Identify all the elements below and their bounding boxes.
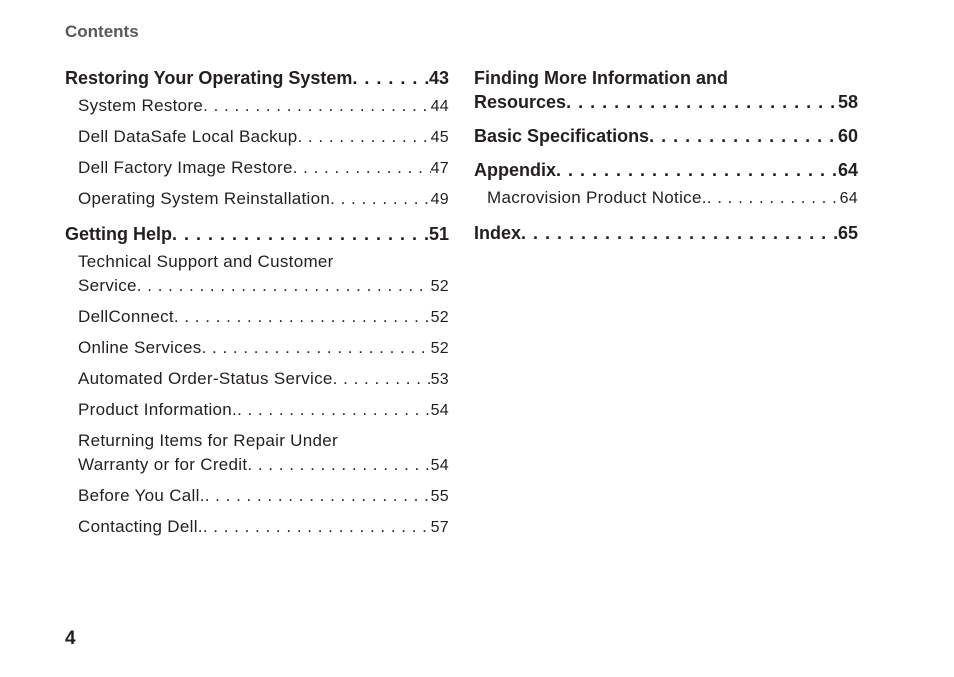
dot-leader [707, 186, 840, 210]
toc-entry-dellconnect[interactable] [65, 305, 449, 330]
toc-entry-title: Before You Call. [78, 486, 205, 505]
dot-leader [293, 156, 431, 180]
toc-entry-page: 65 [837, 223, 858, 243]
toc-entry-title: Product Information. [78, 400, 238, 419]
toc-entry-restoring-os[interactable] [65, 66, 449, 90]
toc-entry-before-you-call[interactable] [65, 484, 449, 509]
toc-entry-system-restore[interactable] [65, 94, 449, 119]
toc-entry-page: 44 [430, 98, 449, 115]
toc-left-column [65, 66, 449, 546]
toc-entry-page: 45 [430, 129, 449, 146]
dot-leader [566, 90, 838, 114]
toc-entry-datasafe-backup[interactable] [65, 125, 449, 150]
dot-leader [649, 124, 838, 148]
dot-leader [137, 274, 431, 298]
toc-entry-page: 55 [430, 488, 449, 505]
toc-entry-page: 58 [837, 92, 858, 112]
toc-entry-finding-more-information[interactable] [474, 66, 858, 114]
toc-entry-getting-help[interactable] [65, 222, 449, 246]
toc-entry-technical-support[interactable] [65, 250, 449, 299]
toc-entry-title-continued: Warranty or for Credit [78, 455, 248, 474]
toc-entry-title: Macrovision Product Notice. [487, 188, 707, 207]
toc-entry-page: 52 [430, 309, 449, 326]
dot-leader [333, 367, 431, 391]
toc-entry-page: 54 [430, 457, 449, 474]
toc-entry-page: 52 [430, 278, 449, 295]
dot-leader [247, 453, 430, 477]
dot-leader [172, 222, 429, 246]
toc-entry-title: Online Services [78, 338, 202, 357]
dot-leader [203, 515, 431, 539]
toc-entry-title: Finding More Information and [474, 68, 728, 88]
dot-leader [521, 221, 838, 245]
toc-entry-title-continued: Service [78, 276, 137, 295]
dot-leader [174, 305, 431, 329]
toc-entry-page: 43 [428, 68, 449, 88]
toc-entry-contacting-dell[interactable] [65, 515, 449, 540]
toc-entry-page: 60 [837, 126, 858, 146]
toc-entry-page: 64 [839, 190, 858, 207]
toc-entry-title: DellConnect [78, 307, 174, 326]
toc-entry-title: Basic Specifications [474, 126, 650, 146]
contents-heading: Contents [65, 22, 139, 41]
toc-right-column [474, 66, 858, 249]
toc-entry-macrovision-notice[interactable] [474, 186, 858, 211]
toc-entry-page: 53 [430, 371, 449, 388]
toc-entry-title: Automated Order-Status Service [78, 369, 333, 388]
toc-entry-product-information[interactable] [65, 398, 449, 423]
toc-entry-title: Index [474, 223, 522, 243]
toc-entry-appendix[interactable] [474, 158, 858, 182]
toc-entry-index[interactable] [474, 221, 858, 245]
toc-entry-os-reinstallation[interactable] [65, 187, 449, 212]
toc-entry-page: 52 [430, 340, 449, 357]
toc-entry-page: 54 [430, 402, 449, 419]
toc-entry-title: Dell DataSafe Local Backup [78, 127, 298, 146]
toc-entry-online-services[interactable] [65, 336, 449, 361]
toc-entry-title: Contacting Dell. [78, 517, 203, 536]
dot-leader [330, 187, 430, 211]
dot-leader [202, 336, 431, 360]
dot-leader [203, 94, 430, 118]
toc-entry-page: 47 [430, 160, 449, 177]
toc-entry-title-continued: Resources [474, 92, 567, 112]
page-number: 4 [65, 628, 76, 649]
toc-entry-factory-image-restore[interactable] [65, 156, 449, 181]
toc-entry-title: Getting Help [65, 224, 172, 244]
toc-entry-title: Technical Support and Customer [78, 252, 334, 271]
dot-leader [352, 66, 429, 90]
toc-entry-title: Operating System Reinstallation [78, 189, 331, 208]
toc-entry-title: System Restore [78, 96, 204, 115]
toc-entry-order-status-service[interactable] [65, 367, 449, 392]
toc-entry-page: 64 [837, 160, 858, 180]
toc-entry-title: Restoring Your Operating System [65, 68, 353, 88]
toc-entry-title: Returning Items for Repair Under [78, 431, 338, 450]
dot-leader [297, 125, 430, 149]
toc-entry-page: 57 [430, 519, 449, 536]
dot-leader [556, 158, 838, 182]
dot-leader [237, 398, 431, 422]
dot-leader [205, 484, 431, 508]
toc-entry-page: 49 [430, 191, 449, 208]
toc-entry-title: Dell Factory Image Restore [78, 158, 293, 177]
toc-entry-title: Appendix [474, 160, 557, 180]
toc-entry-returning-items[interactable] [65, 429, 449, 478]
toc-entry-page: 51 [428, 224, 449, 244]
toc-entry-basic-specifications[interactable] [474, 124, 858, 148]
